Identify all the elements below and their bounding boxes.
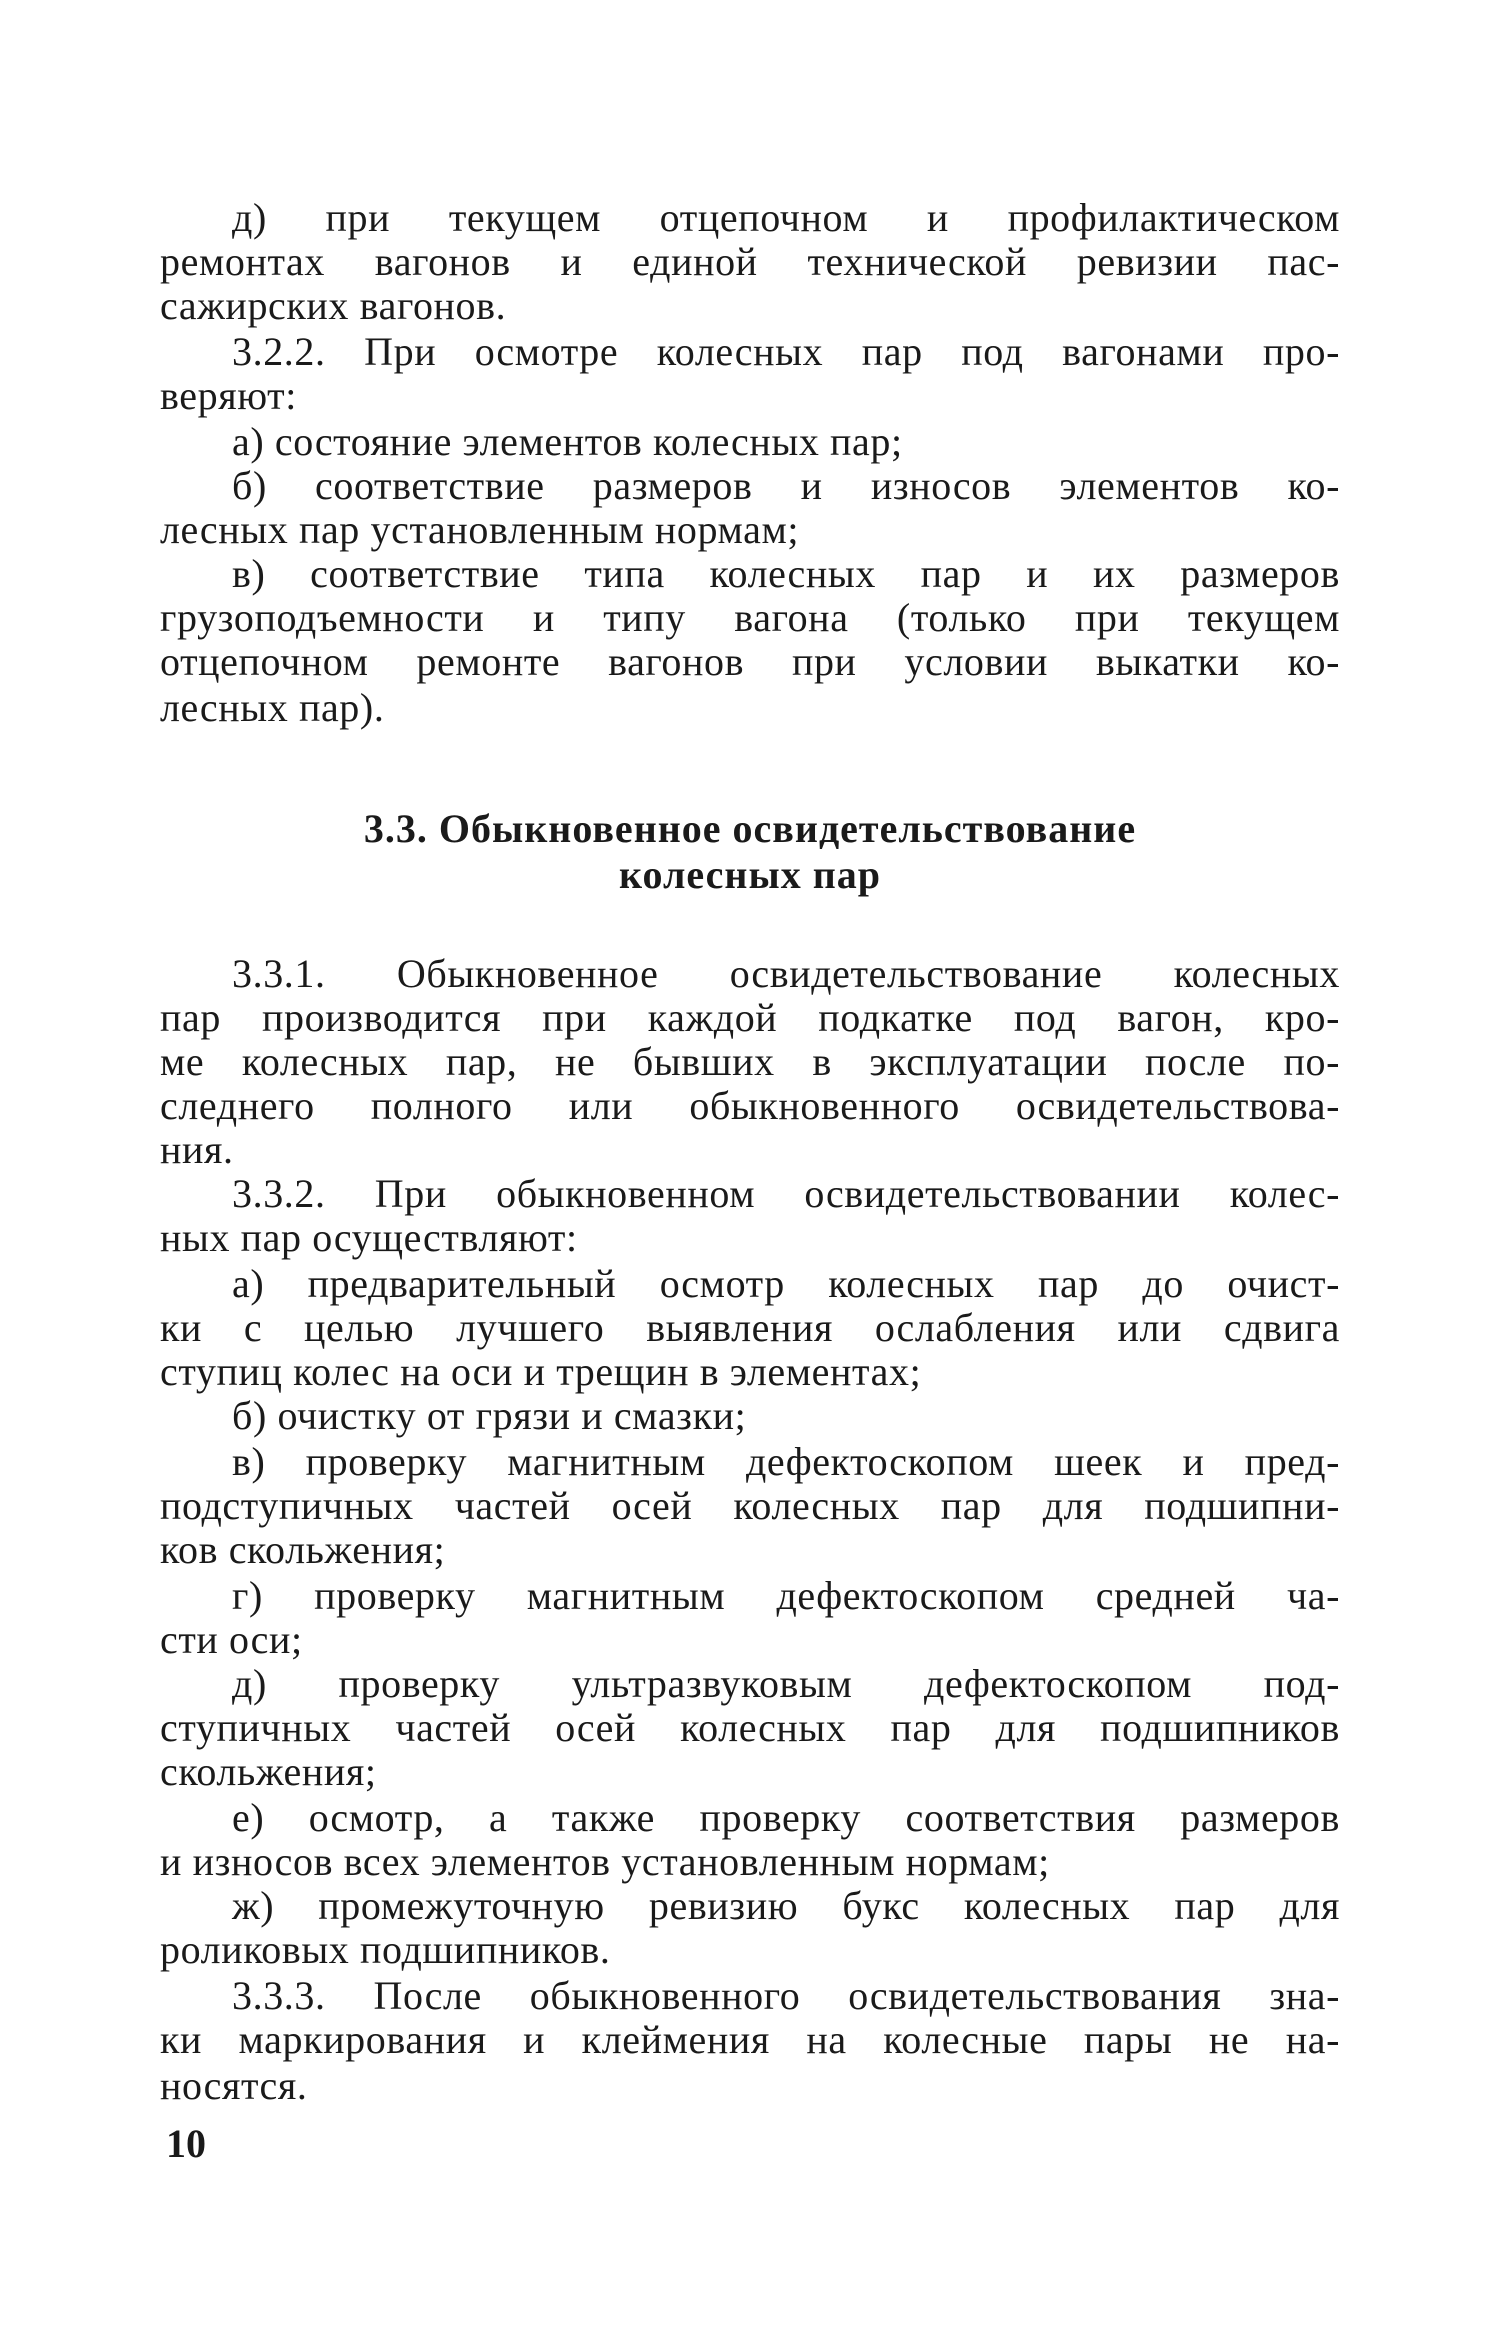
page-number: 10 [166, 2121, 206, 2166]
text-line: е) осмотр, а также проверку соответствия размеров [232, 1795, 1340, 1840]
text-line: в) соответствие типа колесных пар и их размеров [232, 551, 1340, 596]
text-line: грузоподъемности и типу вагона (только при текущем [160, 595, 1340, 640]
text-line: скольжения; [160, 1749, 377, 1794]
text-line: лесных пар установленным нормам; [160, 507, 800, 552]
section-heading-line-2: колесных пар [619, 852, 881, 897]
text-line: ступичных частей осей колесных пар для подшипников [160, 1705, 1340, 1750]
text-line: веряют: [160, 373, 297, 418]
text-line: ме колесных пар, не бывших в эксплуатации после по- [160, 1039, 1340, 1084]
text-line: сажирских вагонов. [160, 283, 507, 328]
text-line: роликовых подшипников. [160, 1927, 611, 1972]
text-line: б) соответствие размеров и износов элементов ко- [232, 463, 1340, 508]
text-line: ки с целью лучшего выявления ослабления или сдвига [160, 1305, 1340, 1350]
text-line: ков скольжения; [160, 1527, 446, 1572]
text-line: пар производится при каждой подкатке под вагон, кро- [160, 995, 1340, 1040]
section-heading-line-1: 3.3. Обыкновенное освидетельствование [363, 806, 1137, 851]
text-line: а) состояние элементов колесных пар; [232, 419, 903, 464]
text-line: лесных пар). [160, 685, 385, 730]
text-line: ремонтах вагонов и единой технической ревизии пас- [160, 239, 1340, 284]
text-line: 3.2.2. При осмотре колесных пар под вагонами про- [232, 329, 1340, 374]
text-line: ж) промежуточную ревизию букс колесных пар для [232, 1883, 1340, 1928]
text-line: ния. [160, 1127, 234, 1172]
text-line: ных пар осуществляют: [160, 1215, 578, 1260]
text-line: сти оси; [160, 1617, 303, 1662]
text-line: 3.3.1. Обыкновенное освидетельствование колесных [232, 951, 1340, 996]
text-line: носятся. [160, 2063, 308, 2108]
text-line: а) предварительный осмотр колесных пар до очист- [232, 1261, 1340, 1306]
text-line: отцепочном ремонте вагонов при условии выкатки ко- [160, 639, 1340, 684]
text-line: подступичных частей осей колесных пар для подшипни- [160, 1483, 1340, 1528]
text-line: следнего полного или обыкновенного освидетельствова- [160, 1083, 1340, 1128]
text-line: д) проверку ультразвуковым дефектоскопом под- [232, 1661, 1340, 1706]
text-line: д) при текущем отцепочном и профилактическом [232, 195, 1340, 240]
text-line: б) очистку от грязи и смазки; [232, 1393, 747, 1438]
text-line: 3.3.3. После обыкновенного освидетельствования зна- [232, 1973, 1340, 2018]
text-line: в) проверку магнитным дефектоскопом шеек и пред- [232, 1439, 1340, 1484]
text-line: и износов всех элементов установленным нормам; [160, 1839, 1050, 1884]
text-line: 3.3.2. При обыкновенном освидетельствовании колес- [232, 1171, 1340, 1216]
text-line: г) проверку магнитным дефектоскопом средней ча- [232, 1573, 1340, 1618]
text-line: ки маркирования и клеймения на колесные пары не на- [160, 2017, 1340, 2062]
text-line: ступиц колес на оси и трещин в элементах; [160, 1349, 922, 1394]
